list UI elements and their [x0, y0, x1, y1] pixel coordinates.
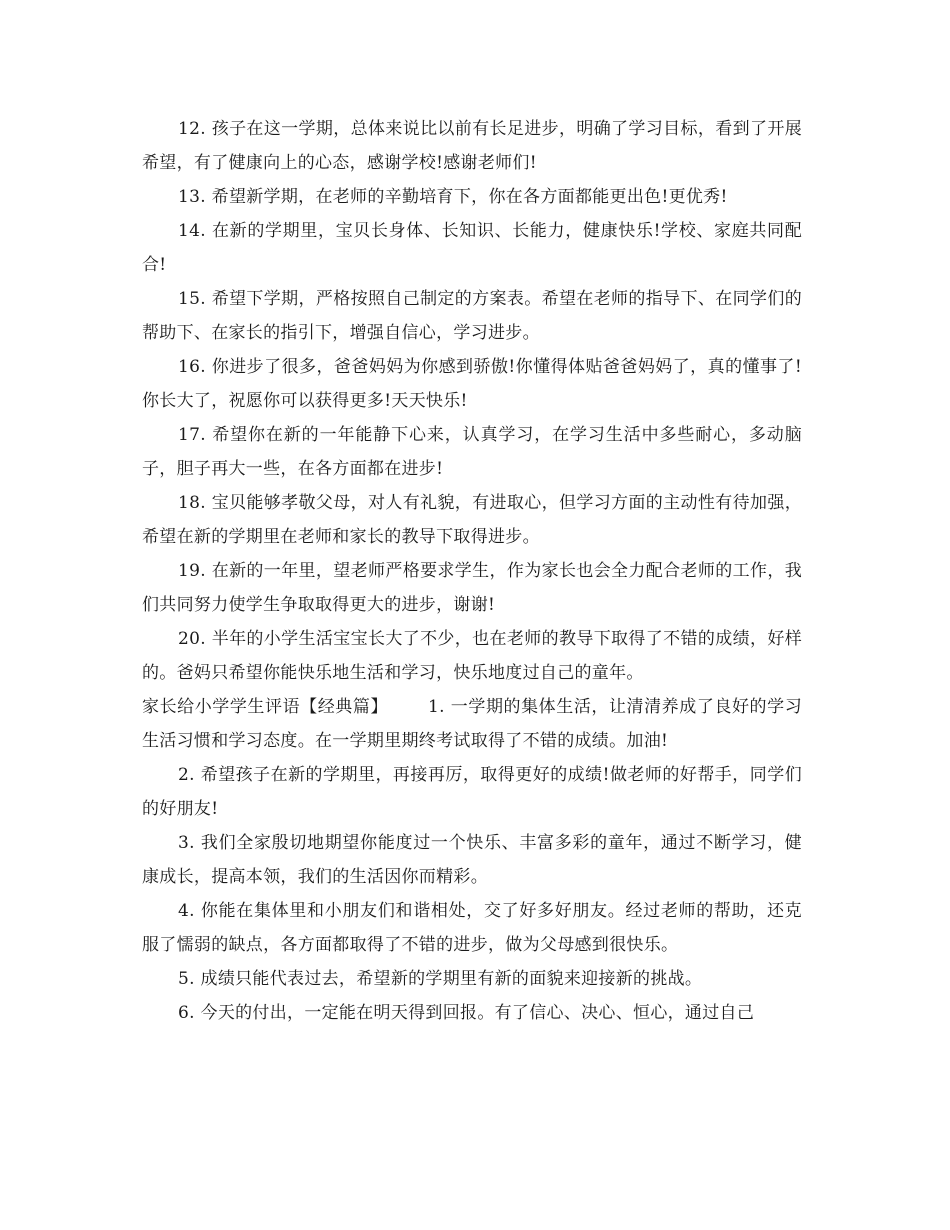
comment-paragraph-6: 6. 今天的付出，一定能在明天得到回报。有了信心、决心、恒心，通过自己 — [178, 1003, 755, 1023]
comment-paragraph-2: 2. 希望孩子在新的学期里，再接再厉，取得更好的成绩!做老师的好帮手，同学们的好朋友! — [142, 765, 802, 819]
comment-paragraph-13: 13. 希望新学期，在老师的辛勤培育下，你在各方面都能更出色!更优秀! — [178, 187, 728, 207]
comment-paragraph-12: 12. 孩子在这一学期，总体来说比以前有长足进步，明确了学习目标，看到了开展希望，有了健康向上的心态，感谢学校!感谢老师们! — [142, 119, 802, 173]
comment-paragraph-17: 17. 希望你在新的一年能静下心来，认真学习，在学习生活中多些耐心，多动脑子，胆子再大一些，在各方面都在进步! — [142, 425, 802, 479]
comment-paragraph-15: 15. 希望下学期，严格按照自己制定的方案表。希望在老师的指导下、在同学们的帮助下、在家长的指引下，增强自信心，学习进步。 — [142, 289, 802, 343]
comment-paragraph-5: 5. 成绩只能代表过去，希望新的学期里有新的面貌来迎接新的挑战。 — [178, 969, 703, 989]
comment-paragraph-16: 16. 你进步了很多，爸爸妈妈为你感到骄傲!你懂得体贴爸爸妈妈了，真的懂事了!你长大了，祝愿你可以获得更多!天天快乐! — [142, 357, 802, 411]
comment-paragraph-3: 3. 我们全家殷切地期望你能度过一个快乐、丰富多彩的童年，通过不断学习，健康成长，提高本领，我们的生活因你而精彩。 — [142, 833, 802, 887]
section-heading: 家长给小学学生评语【经典篇】 — [142, 697, 389, 717]
comment-paragraph-14: 14. 在新的学期里，宝贝长身体、长知识、长能力，健康快乐!学校、家庭共同配合! — [142, 221, 802, 275]
section-paragraph — [142, 690, 802, 758]
comment-paragraph-18: 18. 宝贝能够孝敬父母，对人有礼貌，有进取心，但学习方面的主动性有待加强，希望在新的学期里在老师和家长的教导下取得进步。 — [142, 493, 802, 547]
comment-paragraph-19: 19. 在新的一年里，望老师严格要求学生，作为家长也会全力配合老师的工作，我们共同努力使学生争取取得更大的进步，谢谢! — [142, 561, 802, 615]
comment-paragraph-20: 20. 半年的小学生活宝宝长大了不少，也在老师的教导下取得了不错的成绩，好样的。爸妈只希望你能快乐地生活和学习，快乐地度过自己的童年。 — [142, 629, 802, 683]
section-first-item: 1. 一学期的集体生活，让清清养成了良好的学习生活习惯和学习态度。在一学期里期终考试取得了不错的成绩。加油! — [142, 697, 802, 751]
comment-paragraph-4: 4. 你能在集体里和小朋友们和谐相处，交了好多好朋友。经过老师的帮助，还克服了懦弱的缺点，各方面都取得了不错的进步，做为父母感到很快乐。 — [142, 901, 802, 955]
document-body — [142, 112, 802, 1030]
